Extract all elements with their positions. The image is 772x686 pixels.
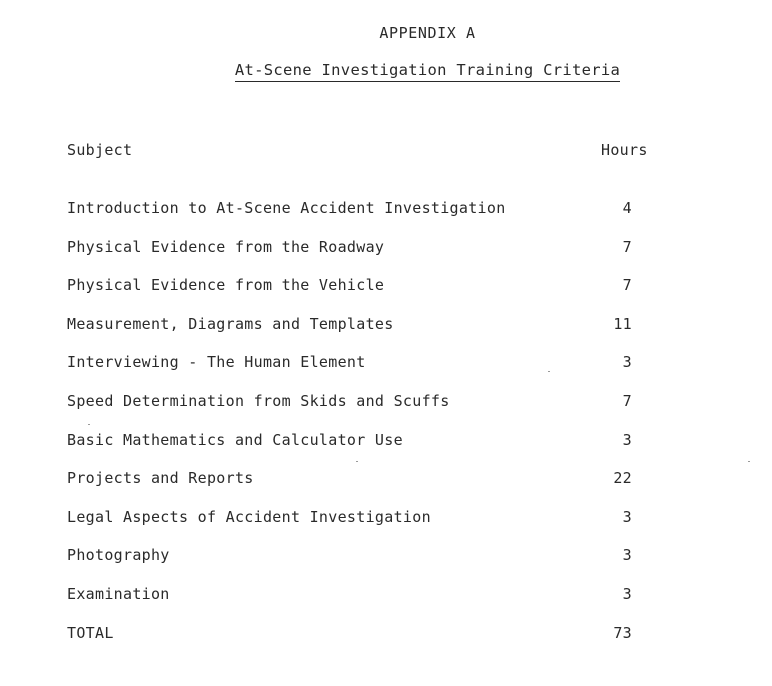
table-row — [0, 199, 772, 238]
row-subject: Basic Mathematics and Calculator Use — [67, 430, 403, 449]
table-row-total — [0, 624, 772, 663]
scan-speck — [548, 371, 550, 372]
row-hours: 7 — [622, 391, 632, 410]
row-subject: Physical Evidence from the Vehicle — [67, 276, 385, 295]
table-row — [0, 546, 772, 585]
table-row — [0, 585, 772, 624]
row-subject: Photography — [67, 546, 170, 565]
scan-speck — [356, 461, 358, 462]
row-hours: 3 — [622, 353, 632, 372]
table-row — [0, 508, 772, 547]
row-subject: Projects and Reports — [67, 469, 254, 488]
row-subject: Interviewing - The Human Element — [67, 353, 366, 372]
table-row — [0, 276, 772, 315]
row-hours: 22 — [613, 469, 632, 488]
table-row — [0, 315, 772, 354]
row-subject: Examination — [67, 584, 170, 603]
table-row — [0, 469, 772, 508]
column-header-subject: Subject — [67, 141, 133, 159]
row-subject: Speed Determination from Skids and Scuffs — [67, 391, 450, 410]
total-label: TOTAL — [67, 623, 114, 642]
row-hours: 3 — [622, 584, 632, 603]
row-hours: 7 — [622, 237, 632, 256]
training-table — [0, 199, 772, 662]
row-hours: 3 — [622, 546, 632, 565]
scan-speck — [88, 424, 90, 425]
table-row — [0, 353, 772, 392]
row-hours: 3 — [622, 507, 632, 526]
row-hours: 3 — [622, 430, 632, 449]
column-header-hours: Hours — [601, 141, 648, 159]
row-subject: Legal Aspects of Accident Investigation — [67, 507, 431, 526]
row-subject: Physical Evidence from the Roadway — [67, 237, 385, 256]
row-hours: 7 — [622, 276, 632, 295]
row-hours: 11 — [613, 314, 632, 333]
document-title — [0, 61, 772, 79]
document-title-text: At-Scene Investigation Training Criteria — [235, 61, 620, 82]
appendix-heading: APPENDIX A — [379, 24, 476, 42]
row-subject: Measurement, Diagrams and Templates — [67, 314, 394, 333]
row-hours: 4 — [622, 199, 632, 217]
row-subject: Introduction to At-Scene Accident Investigation — [67, 199, 506, 217]
table-row — [0, 392, 772, 431]
table-row — [0, 431, 772, 470]
table-row — [0, 238, 772, 277]
scan-speck — [748, 461, 750, 462]
total-hours: 73 — [613, 623, 632, 642]
